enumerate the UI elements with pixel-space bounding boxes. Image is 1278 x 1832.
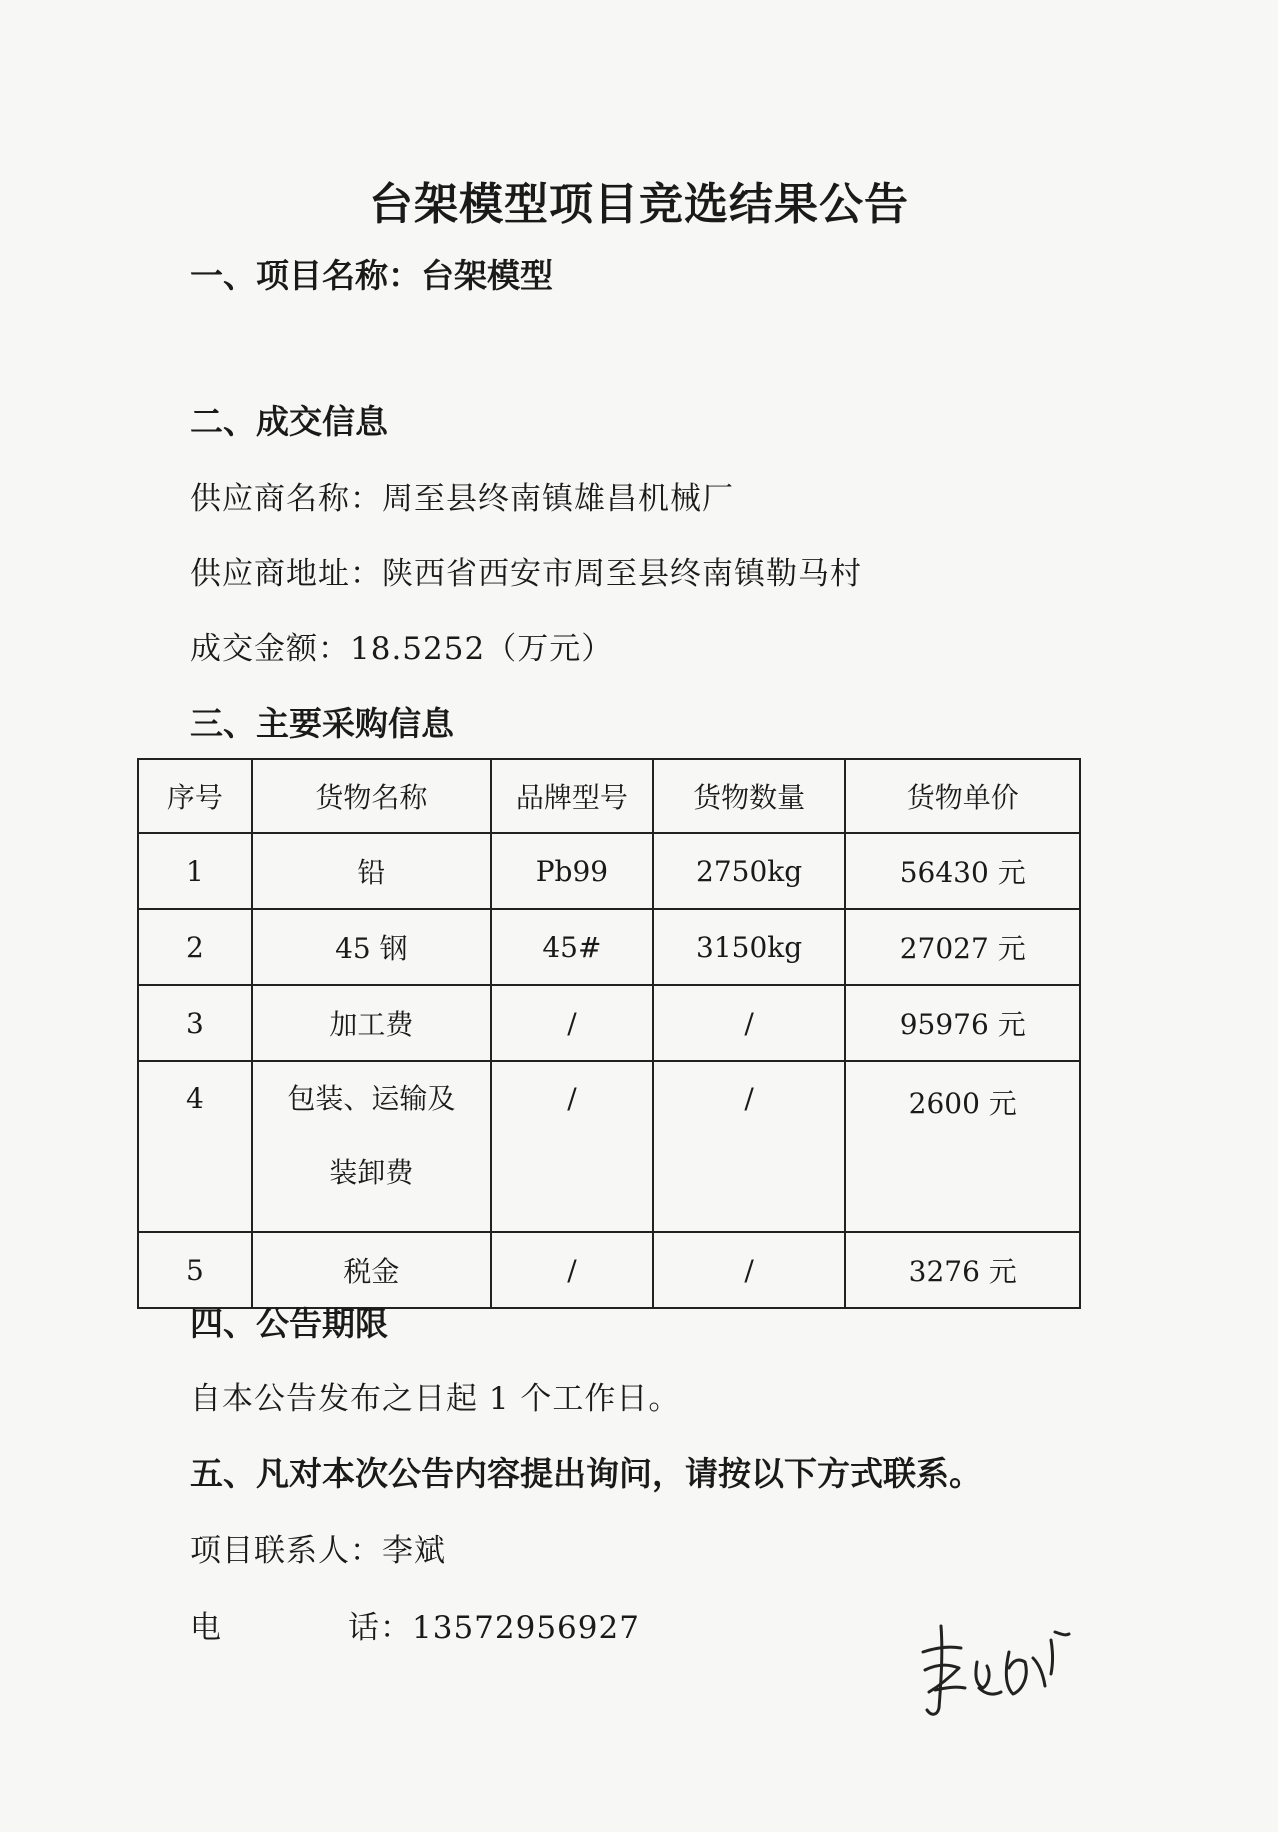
column-header: 货物数量 [653, 759, 846, 833]
cell-qty: 2750kg [653, 833, 846, 909]
cell-qty: / [653, 1061, 846, 1232]
section4-heading: 四、公告期限 [190, 1304, 388, 1343]
cell-brand: / [491, 985, 653, 1061]
supplier-name: 供应商名称：周至县终南镇雄昌机械厂 [190, 481, 734, 517]
cell-brand: 45# [491, 909, 653, 985]
phone-value: 话：13572956927 [348, 1610, 640, 1646]
cell-no: 4 [138, 1061, 252, 1232]
cell-no: 1 [138, 833, 252, 909]
cell-qty: / [653, 1232, 846, 1308]
handwritten-signature [905, 1612, 1095, 1732]
procurement-table [137, 758, 1081, 1309]
cell-name: 铅 [252, 833, 491, 909]
table-row [138, 985, 1080, 1061]
table-header-row [138, 759, 1080, 833]
cell-price: 2600 元 [845, 1061, 1080, 1232]
phone-line [190, 1602, 640, 1647]
page-title: 台架模型项目竞选结果公告 [369, 179, 909, 230]
table-row [138, 833, 1080, 909]
column-header: 品牌型号 [491, 759, 653, 833]
cell-no: 5 [138, 1232, 252, 1308]
cell-name-line: 装卸费 [329, 1156, 414, 1189]
cell-price: 95976 元 [845, 985, 1080, 1061]
cell-name [252, 1061, 491, 1232]
cell-brand: / [491, 1232, 653, 1308]
cell-no: 2 [138, 909, 252, 985]
cell-price: 3276 元 [845, 1232, 1080, 1308]
table-row [138, 909, 1080, 985]
cell-name: 税金 [252, 1232, 491, 1308]
section2-heading: 二、成交信息 [190, 402, 388, 441]
cell-qty: 3150kg [653, 909, 846, 985]
column-header: 序号 [138, 759, 252, 833]
cell-brand: / [491, 1061, 653, 1232]
section5-heading: 五、凡对本次公告内容提出询问，请按以下方式联系。 [190, 1454, 982, 1493]
cell-name: 45 钢 [252, 909, 491, 985]
section3-heading: 三、主要采购信息 [190, 704, 454, 743]
cell-price: 27027 元 [845, 909, 1080, 985]
section1-heading: 一、项目名称：台架模型 [190, 256, 553, 295]
cell-name-line: 包装、运输及 [287, 1082, 456, 1115]
table-row [138, 1061, 1080, 1232]
contact-person: 项目联系人：李斌 [190, 1533, 446, 1569]
cell-brand: Pb99 [491, 833, 653, 909]
supplier-address: 供应商地址：陕西省西安市周至县终南镇勒马村 [190, 556, 862, 592]
column-header: 货物单价 [845, 759, 1080, 833]
table-row [138, 1232, 1080, 1308]
phone-label: 电 [190, 1610, 222, 1646]
cell-qty: / [653, 985, 846, 1061]
deal-amount: 成交金额：18.5252（万元） [190, 631, 614, 667]
cell-no: 3 [138, 985, 252, 1061]
cell-price: 56430 元 [845, 833, 1080, 909]
column-header: 货物名称 [252, 759, 491, 833]
cell-name: 加工费 [252, 985, 491, 1061]
notice-period-text: 自本公告发布之日起 1 个工作日。 [190, 1381, 681, 1417]
